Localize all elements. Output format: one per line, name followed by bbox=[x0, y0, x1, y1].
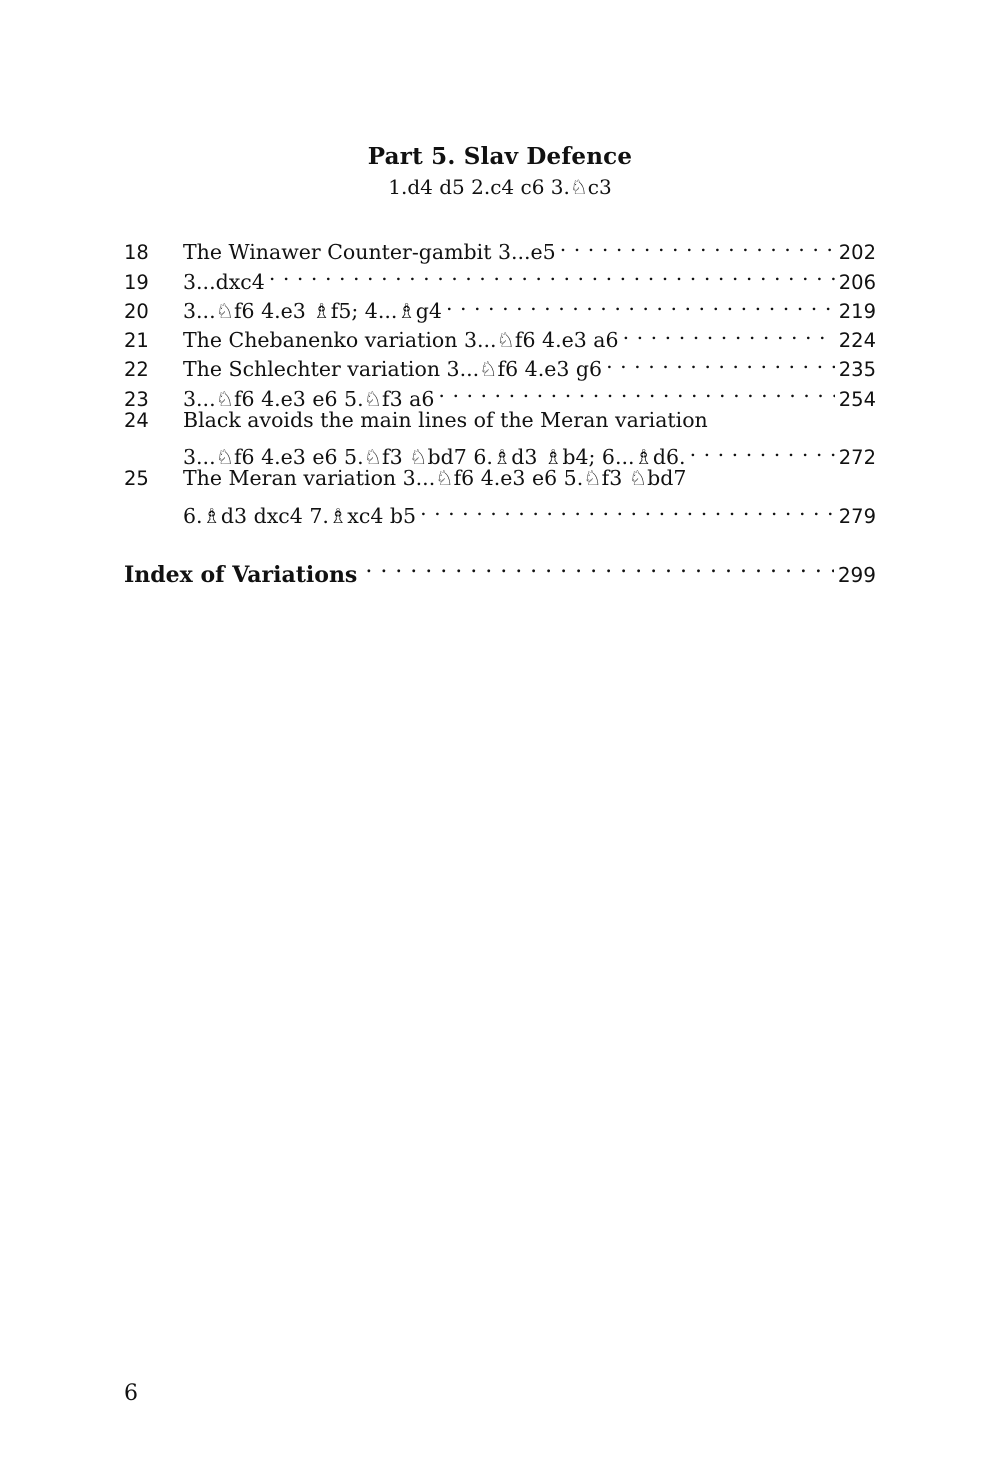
chapter-number: 20 bbox=[124, 299, 149, 323]
dot-leader bbox=[690, 435, 835, 464]
table-of-contents bbox=[124, 230, 876, 528]
dot-leader bbox=[606, 347, 835, 376]
chapter-number: 25 bbox=[124, 467, 149, 491]
chapter-number: 24 bbox=[124, 408, 149, 432]
chapter-title: 3...dxc4 bbox=[183, 269, 265, 294]
dot-leader bbox=[560, 230, 835, 259]
chapter-title-continued: 6.♗d3 dxc4 7.♗xc4 b5 bbox=[183, 503, 417, 528]
chapter-number: 18 bbox=[124, 241, 149, 265]
dot-leader bbox=[623, 318, 835, 347]
dot-leader bbox=[438, 376, 834, 405]
chapter-number: 23 bbox=[124, 387, 149, 411]
chapter-title: The Meran variation 3...♘f6 4.e3 e6 5.♘f3 ♘bd7 bbox=[183, 466, 687, 491]
toc-entry-index[interactable] bbox=[124, 550, 876, 588]
page-number: 235 bbox=[838, 358, 876, 382]
chapter-number: 21 bbox=[124, 329, 149, 353]
part-subtitle: 1.d4 d5 2.c4 c6 3.♘c3 bbox=[388, 175, 612, 199]
dot-leader bbox=[420, 494, 835, 523]
page-number: 224 bbox=[838, 329, 876, 353]
dot-leader bbox=[269, 259, 835, 288]
chapter-title: 3...♘f6 4.e3 e6 5.♘f3 a6 bbox=[183, 386, 435, 411]
part-title: Part 5. Slav Defence bbox=[367, 143, 633, 170]
dot-leader bbox=[446, 289, 835, 318]
index-title: Index of Variations bbox=[124, 562, 358, 588]
toc-entry-18[interactable] bbox=[124, 230, 876, 265]
toc-entry-24[interactable] bbox=[124, 406, 876, 470]
toc-entry-25[interactable] bbox=[124, 464, 876, 528]
toc-entry-22[interactable] bbox=[124, 347, 876, 382]
chapter-number: 22 bbox=[124, 358, 149, 382]
page-number: 219 bbox=[838, 299, 876, 323]
page-number: 299 bbox=[837, 563, 876, 587]
chapter-title: The Winawer Counter-gambit 3...e5 bbox=[183, 240, 556, 265]
page-number: 272 bbox=[838, 446, 876, 470]
dot-leader bbox=[365, 550, 833, 582]
page-number: 202 bbox=[838, 241, 876, 265]
folio-page-number: 6 bbox=[124, 1381, 138, 1406]
page-number: 279 bbox=[838, 504, 876, 528]
page-number: 254 bbox=[838, 387, 876, 411]
page-number: 206 bbox=[838, 270, 876, 294]
toc-entry-20[interactable] bbox=[124, 289, 876, 323]
chapter-title: Black avoids the main lines of the Meran variation bbox=[183, 407, 708, 432]
toc-entry-23[interactable] bbox=[124, 376, 876, 411]
chapter-number: 19 bbox=[124, 270, 149, 294]
chapter-title: The Chebanenko variation 3...♘f6 4.e3 a6 bbox=[183, 328, 619, 353]
chapter-title-continued: 3...♘f6 4.e3 e6 5.♘f3 ♘bd7 6.♗d3 ♗b4; 6...♗d6. bbox=[183, 445, 686, 470]
chapter-title: The Schlechter variation 3...♘f6 4.e3 g6 bbox=[183, 357, 603, 382]
toc-entry-19[interactable] bbox=[124, 259, 876, 294]
toc-entry-21[interactable] bbox=[124, 318, 876, 353]
chapter-title: 3...♘f6 4.e3 ♗f5; 4...♗g4 bbox=[183, 298, 442, 323]
